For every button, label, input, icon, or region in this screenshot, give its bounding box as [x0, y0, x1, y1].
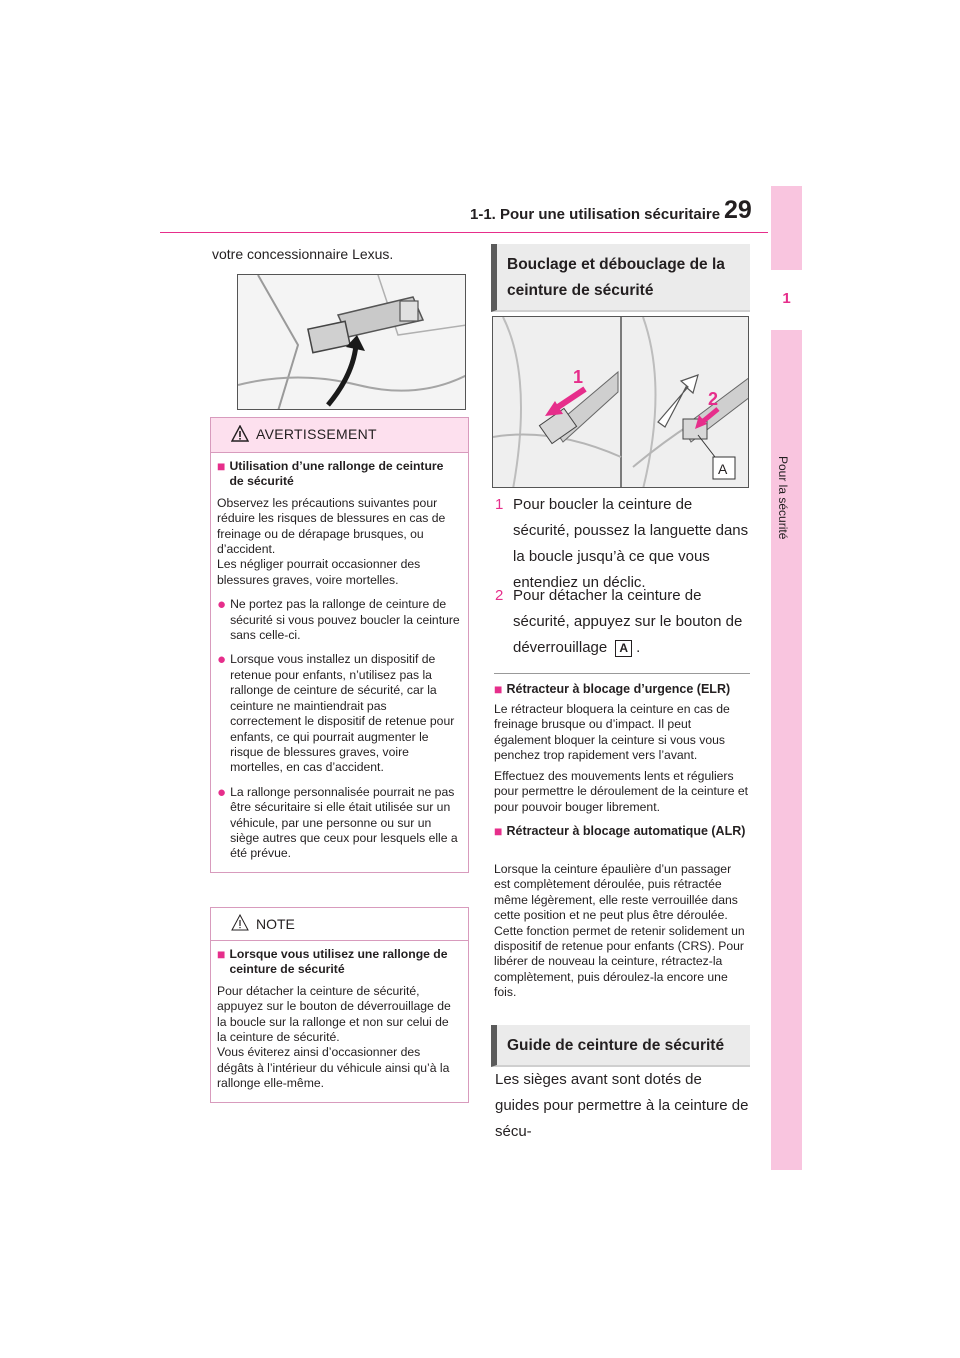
square-bullet-icon: ■ [217, 946, 226, 962]
warning-subtitle: Utilisation d’une rallonge de ceinture de sécurité [229, 459, 444, 489]
warning-bullet: ● La rallonge personnalisée pourrait ne pas être sécuritaire si elle était utilisée sur un véhicule, par une personne ou sur un siège autres que ceux pour lesquels elle a été prévue. [217, 783, 458, 861]
step-2: 2 Pour détacher la ceinture de sécurité, appuyez sur le bouton de déverrouillage A . [495, 583, 750, 661]
square-bullet-icon: ■ [217, 458, 226, 474]
bullet-dot-icon: ● [217, 651, 227, 669]
warning-bullet: ● Lorsque vous installez un dispositif de retenue pour enfants, n’utilisez pas la rallonge de ceinture de sécurité, car la ceinture ne maintiendrait pas correctement le dispositif de retenue pour enfants, ce qui pourrait augmenter le risque de blessures graves, voire mortelles, en cas d’accident. [217, 651, 455, 775]
note-paragraph: Vous éviterez ainsi d’occasionner des dégâts à l’intérieur du véhicule ainsi qu’à la rallonge elle-même. [217, 1045, 450, 1091]
figure-label-1: 1 [573, 367, 584, 387]
figure-callout-a: A [718, 461, 728, 477]
bullet-dot-icon: ● [217, 596, 227, 614]
elr-paragraph: Le rétracteur bloquera la ceinture en cas de freinage brusque ou d’impact. Il peut également bloquer la ceinture si vous vous penchez trop rapidement vers l’avant. [494, 702, 730, 763]
elr-paragraph: Effectuez des mouvements lents et réguliers pour permettre le déroulement de la ceinture et pour pouvoir bouger librement. [494, 769, 749, 814]
bullet-dot-icon: ● [217, 783, 227, 801]
note-box [210, 907, 469, 1103]
intro-text: votre concessionnaire Lexus. [212, 246, 394, 262]
buckle-illustration [492, 316, 749, 488]
belt-extender-illustration [237, 274, 466, 410]
closing-paragraph: Les sièges avant sont dotés de guides pour permettre à la ceinture de sécu- [495, 1071, 749, 1140]
alr-heading: ■ Rétracteur à blocage automatique (ALR) [494, 823, 746, 839]
section-heading-belt-guide: Guide de ceinture de sécurité [491, 1025, 750, 1067]
warning-paragraph: Les négliger pourrait occasionner des blessures graves, voire mortelles. [217, 557, 421, 587]
square-bullet-icon: ■ [494, 681, 503, 697]
note-title: NOTE [256, 916, 295, 932]
step-number: 1 [495, 496, 504, 513]
warning-box [210, 417, 469, 873]
note-paragraph: Pour détacher la ceinture de sécurité, appuyez sur le bouton de déverrouillage de la boucle sur la rallonge et non sur celui de la ceinture de sécurité. [217, 983, 451, 1045]
chapter-side-tab [771, 186, 802, 1170]
step-number: 2 [495, 587, 504, 604]
section-heading-buckling: Bouclage et débouclage de la ceinture de sécurité [491, 244, 750, 312]
warning-title: AVERTISSEMENT [256, 426, 377, 442]
step-1 [495, 492, 750, 596]
warning-triangle-icon [231, 425, 249, 447]
note-header [211, 908, 468, 941]
caution-triangle-icon [231, 914, 249, 936]
warning-paragraph: Observez les précautions suivantes pour réduire les risques de blessures en cas de freinage ou de dérapage brusques, ou d’accident. [217, 495, 446, 557]
chapter-number: 1 [782, 290, 791, 307]
page-number: 29 [724, 196, 752, 224]
alr-paragraph: Lorsque la ceinture épaulière d’un passager est complètement déroulée, puis rétractée même légèrement, elle reste verrouillée dans cette position et ne peut plus être déroulée. Cette fonction permet de retenir solidement un dispositif de retenue pour enfants (CRS). Pour libérer de nouveau la ceinture, rétractez-la complètement, puis déroulez-la encore une fois. [494, 862, 745, 1000]
callout-badge-a: A [615, 640, 632, 657]
chapter-label: Pour la sécurité [776, 456, 790, 540]
header-rule [160, 232, 768, 233]
running-header: 1-1. Pour une utilisation sécuritaire [470, 206, 721, 223]
step-text: Pour détacher la ceinture de sécurité, appuyez sur le bouton de déverrouillage [513, 587, 743, 656]
warning-bullet: ● Ne portez pas la rallonge de ceinture de sécurité si vous pouvez boucler la ceinture sans celle-ci. [217, 596, 460, 643]
step-text: Pour boucler la ceinture de sécurité, poussez la languette dans la boucle jusqu’à ce que vous entendiez un déclic. [513, 496, 749, 591]
warning-header [211, 418, 468, 453]
square-bullet-icon: ■ [494, 823, 503, 839]
elr-heading: ■ Rétracteur à blocage d’urgence (ELR) [494, 681, 731, 697]
chapter-number-tab [771, 270, 802, 330]
divider [494, 673, 750, 674]
note-subtitle: Lorsque vous utilisez une rallonge de ceinture de sécurité [229, 947, 448, 977]
figure-label-2: 2 [708, 389, 719, 409]
